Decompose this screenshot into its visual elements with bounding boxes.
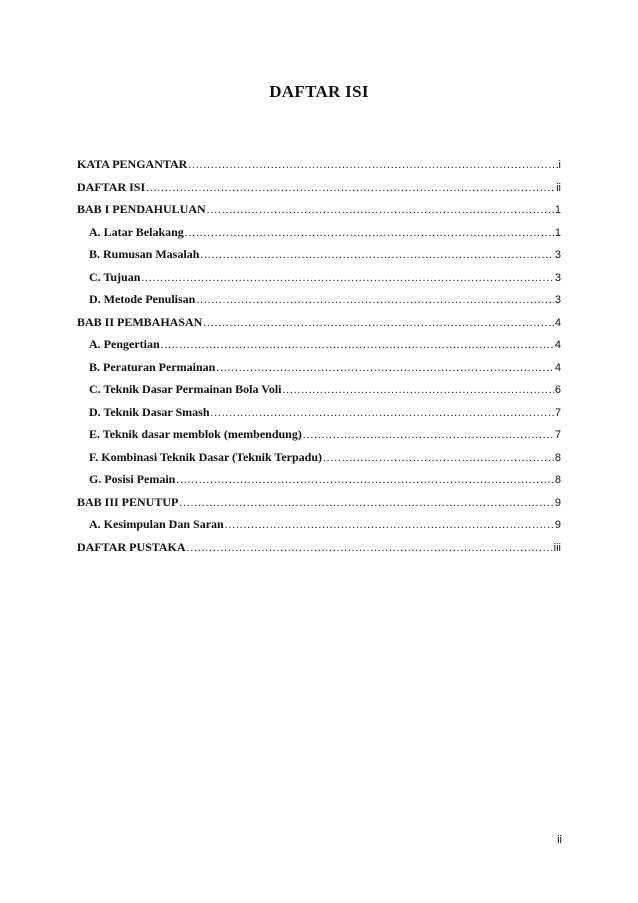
dot-leader [303,429,554,441]
dot-leader [185,227,554,239]
toc-entry-label: E. Teknik dasar memblok (membendung) [89,427,302,441]
toc-entry-page: 9 [554,496,561,509]
toc-entry-page: 3 [554,249,561,261]
toc-entry-teknik-dasar-smash[interactable] [77,405,561,428]
toc-entry-label: BAB I PENDAHULUAN [77,202,206,216]
toc-entry-kata-pengantar[interactable] [77,157,561,180]
toc-entry-label: B. Rumusan Masalah [89,247,200,261]
toc-entry-page: 7 [554,429,561,441]
toc-entry-page: ii [556,181,561,194]
toc-entry-page: 6 [554,384,561,396]
dot-leader [211,407,554,419]
toc-entry-label: B. Peraturan Permainan [89,359,216,374]
dot-leader [283,384,554,396]
toc-entry-label: DAFTAR PUSTAKA [77,539,186,554]
toc-entry-tujuan[interactable] [77,270,561,293]
toc-entry-daftar-isi[interactable] [77,180,561,203]
toc-entry-page: 1 [554,226,561,239]
toc-entry-peraturan-permainan[interactable] [77,360,561,383]
toc-entry-page: 4 [554,361,561,374]
dot-leader [200,249,554,261]
dot-leader [188,159,557,171]
toc-entry-label: A. Kesimpulan Dan Saran [89,517,224,531]
toc-entry-page: 9 [554,519,561,531]
toc-entry-page: 8 [554,474,561,486]
toc-entry-label: C. Tujuan [89,269,141,284]
dot-leader [203,317,554,329]
toc-entry-daftar-pustaka[interactable] [77,540,561,563]
toc-entry-page: 8 [554,451,561,464]
toc-entry-label: BAB II PEMBAHASAN [77,314,203,329]
toc-entry-label: A. Pengertian [89,337,160,351]
toc-entry-bab-2[interactable] [77,315,561,338]
toc-entry-page: 4 [554,316,561,329]
toc-entry-label: C. Teknik Dasar Permainan Bola Voli [89,382,282,396]
toc-entry-teknik-dasar-bola-voli[interactable] [77,382,561,405]
toc-entry-teknik-memblok[interactable] [77,427,561,450]
page-number: ii [557,834,562,846]
toc-entry-page: 4 [554,339,561,351]
dot-leader [176,474,554,486]
toc-entry-bab-1[interactable] [77,202,561,225]
toc-entry-label: G. Posisi Pemain [89,472,176,486]
toc-entry-page: 3 [554,294,561,306]
toc-entry-kombinasi-teknik[interactable] [77,450,561,473]
dot-leader [161,339,554,351]
dot-leader [216,362,554,374]
dot-leader [146,182,555,194]
dot-leader [179,497,554,509]
toc-entry-latar-belakang[interactable] [77,225,561,248]
dot-leader [187,542,553,554]
dot-leader [196,294,554,306]
toc-entry-page: iii [553,541,561,554]
toc-entry-label: DAFTAR ISI [77,179,146,194]
toc-entry-rumusan-masalah[interactable] [77,247,561,270]
toc-entry-pengertian[interactable] [77,337,561,360]
toc-entry-posisi-pemain[interactable] [77,472,561,495]
page-title: DAFTAR ISI [269,82,369,101]
toc-entry-kesimpulan-saran[interactable] [77,517,561,540]
toc-entry-page: 3 [554,271,561,284]
toc-entry-page: 7 [554,406,561,419]
toc-entry-label: D. Metode Penulisan [89,292,196,306]
toc-entry-bab-3[interactable] [77,495,561,518]
dot-leader [225,519,554,531]
toc-entry-page: i [558,159,561,171]
toc-entry-page: 1 [554,204,561,216]
table-of-contents [77,157,561,562]
toc-entry-label: BAB III PENUTUP [77,494,179,509]
dot-leader [141,272,554,284]
dot-leader [323,452,554,464]
dot-leader [207,204,554,216]
toc-entry-label: A. Latar Belakang [89,224,184,239]
toc-entry-label: KATA PENGANTAR [77,157,188,171]
toc-entry-label: D. Teknik Dasar Smash [89,404,210,419]
toc-entry-label: F. Kombinasi Teknik Dasar (Teknik Terpadu) [89,449,322,464]
toc-entry-metode-penulisan[interactable] [77,292,561,315]
